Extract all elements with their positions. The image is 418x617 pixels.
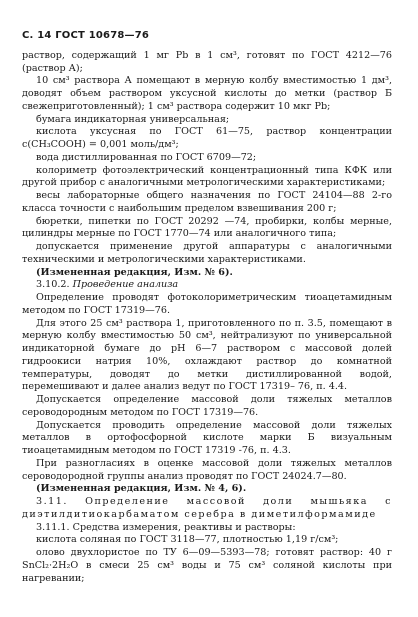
- paragraph: 3.11.1. Средства измерения, реактивы и растворы:: [36, 521, 296, 533]
- paragraph: Для этого 25 см³ раствора 1, приготовленного по п. 3.5, помещают в мерную колбу вместимостью 50 см³, нейтрализуют по универсальной индикаторной бумаге до pH 6—7 раствором с массовой долей гидроокиси натрия 10%, охлаждают раствор до комнатной температуры, доводят до метки дистиллированной водой, перемешивают и далее анализ ведут по ГОСТ 17319– 76, п. 4.4.: [22, 317, 392, 393]
- paragraph: бумага индикаторная универсальная;: [36, 113, 230, 125]
- paragraph: колориметр фотоэлектрический концентрационный типа КФК или другой прибор с аналогичными метрологическими характеристиками;: [22, 164, 392, 189]
- paragraph: 3.11. Определение массовой доли мышьяка с диэтилдитиокарбаматом серебра в диметилформамиде: [22, 496, 392, 520]
- paragraph: Определение проводят фотоколориметрическим тиоацетамидным методом по ГОСТ 17319—76.: [22, 292, 392, 316]
- paragraph: При разногласиях в оценке массовой доли тяжелых металлов сероводородной группы анализ проводят по ГОСТ 24024.7—80.: [22, 457, 392, 482]
- paragraph: (Измененная редакция, Изм. № 6).: [36, 266, 233, 278]
- paragraph: вода дистиллированная по ГОСТ 6709—72;: [36, 151, 257, 163]
- paragraph: 10 см³ раствора А помещают в мерную колбу вместимостью 1 дм³, доводят объем раствором уксусной кислоты до метки (раствор Б свежеприготовленный); 1 см³ раствора содержит 10 мкг Pb;: [22, 75, 392, 112]
- paragraph: бюретки, пипетки по ГОСТ 20292 —74, пробирки, колбы мерные, цилиндры мерные по ГОСТ 1770—74 или аналогичного типа;: [22, 215, 392, 240]
- paragraph: допускается применение другой аппаратуры с аналогичными техническими и метрологическими характеристиками.: [22, 241, 392, 265]
- paragraph: весы лабораторные общего назначения по ГОСТ 24104—88 2-го класса точности с наибольшим пределом взвешивания 200 г;: [22, 190, 392, 214]
- document-body: [22, 50, 392, 586]
- page-header: С. 14 ГОСТ 10678—76: [22, 30, 150, 41]
- paragraph: олово двухлористое по ТУ 6—09—5393—78; готовят раствор: 40 г SnCl₂·2H₂O в смеси 25 см³ воды и 75 см³ соляной кислоты при нагревании;: [22, 547, 392, 584]
- paragraph: Допускается проводить определение массовой доли тяжелых металлов в ортофосфорной кислоте марки Б визуальным тиоацетамидным методом по ГОСТ 17319 -76, п. 4.3.: [22, 419, 392, 456]
- paragraph: кислота соляная по ГОСТ 3118—77, плотностью 1,19 г/см³;: [36, 534, 339, 546]
- paragraph: кислота уксусная по ГОСТ 61—75, раствор концентрации c(CH₃COOH) = 0,001 моль/дм³;: [22, 126, 392, 150]
- paragraph: (Измененная редакция, Изм. № 4, 6).: [36, 483, 247, 495]
- paragraph: 3.10.2. Проведение анализа: [36, 279, 179, 291]
- paragraph: раствор, содержащий 1 мг Pb в 1 см³, готовят по ГОСТ 4212—76 (раствор А);: [22, 49, 392, 74]
- paragraph: Допускается определение массовой доли тяжелых металлов сероводородным методом по ГОСТ 17319—76.: [22, 394, 392, 418]
